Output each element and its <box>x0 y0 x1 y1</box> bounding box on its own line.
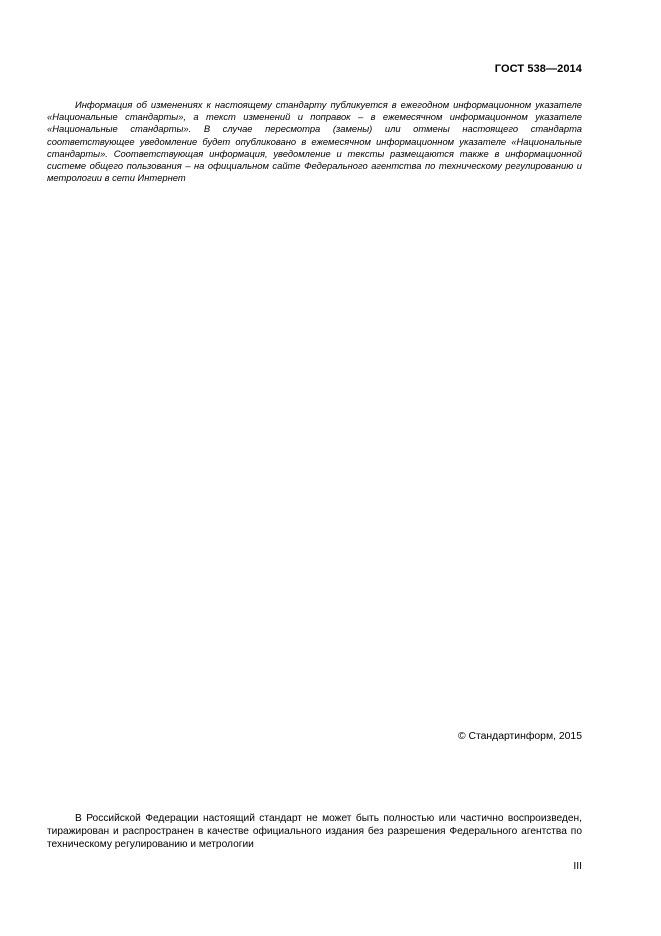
standard-number: ГОСТ 538—2014 <box>494 63 582 75</box>
copyright-line: © Стандартинформ, 2015 <box>457 731 582 742</box>
amendments-notice: Информация об изменениях к настоящему стандарту публикуется в ежегодном информационном указателе «Национальные стандарты», а текст изменений и поправок – в ежемесячном информационном указателе «Национальные стандарты». В случае пересмотра (замены) или отмены настоящего стандарта соответствующее уведомление будет опубликовано в ежемесячном информационном указателе «Национальные стандарты». Соответствующая информация, уведомление и тексты размещаются также в информационной системе общего пользования – на официальном сайте Федерального агентства по техническому регулированию и метрологии в сети Интернет <box>47 99 582 184</box>
reproduction-notice: В Российской Федерации настоящий стандарт не может быть полностью или частично воспроизведен, тиражирован и распространен в качестве официального издания без разрешения Федерального агентства по техническому регулированию и метрологии <box>47 813 582 850</box>
page-number: III <box>573 861 582 872</box>
